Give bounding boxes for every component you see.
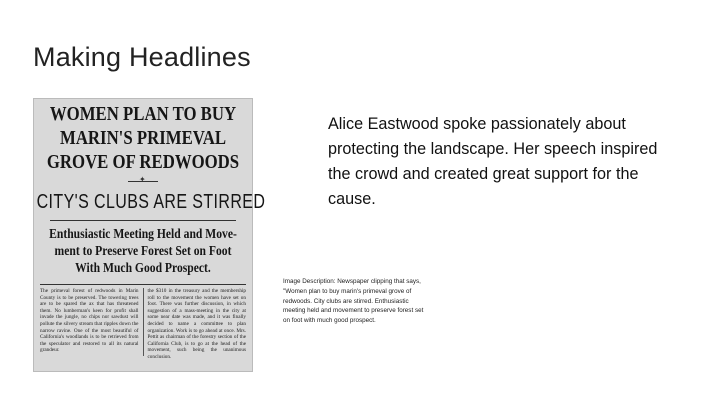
clipping-column-rule	[40, 284, 246, 285]
clipping-ornament-divider	[128, 181, 158, 186]
clipping-divider	[50, 220, 236, 221]
clipping-headline-line-2: MARIN'S PRIMEVAL	[59, 128, 227, 149]
clipping-headline-line-3: GROVE OF REDWOODS	[46, 152, 240, 173]
clipping-subhead: CITY'S CLUBS ARE STIRRED	[36, 191, 266, 213]
image-description-caption: Image Description: Newspaper clipping that says, "Women plan to buy marin's primeval grove of redwoods. City clubs are stirred. Enthusiastic meeting held and movement to preserve forest set on foot with much good prospect.	[283, 278, 424, 325]
clipping-columns	[40, 288, 246, 360]
slide-body-text: Alice Eastwood spoke passionately about protecting the landscape. Her speech inspired the crowd and created great support for the cause.	[328, 115, 658, 208]
clipping-column-right: the $310 in the treasury and the membership roll to the movement the women have set on foot. There was further discussion, in which suggestion of a mass-meeting in the city at some near date was made, and it was finally decided to name a committee to plan organization. Work is to go ahead at once. Mrs. Pettit as chairman of the forestry section of the California Club, is to go at the head of the movement, such being the unanimous conclusion.	[147, 288, 246, 360]
clipping-deck-line-3: With Much Good Prospect.	[75, 260, 211, 275]
newspaper-clipping-image	[33, 98, 266, 372]
clipping-headline-line-1: WOMEN PLAN TO BUY	[49, 104, 237, 125]
clipping-column-divider	[143, 288, 144, 356]
clipping-deck-line-2: ment to Preserve Forest Set on Foot	[54, 243, 232, 258]
clipping-deck-line-1: Enthusiastic Meeting Held and Move-	[49, 226, 237, 241]
slide-title: Making Headlines	[33, 42, 251, 72]
clipping-column-left: The primeval forest of redwoods in Marin County is to be preserved. The towering trees are to be spared the ax that has threatened them. No lumberman's keen for profit shall invade the jungle, no chips nor sawdust will pollute the silvery stream that ripples down the narrow ravine. One of the most beautiful of California's woodlands is to be retrieved from the speculator and restored to all its natural grandeur.	[40, 288, 139, 354]
